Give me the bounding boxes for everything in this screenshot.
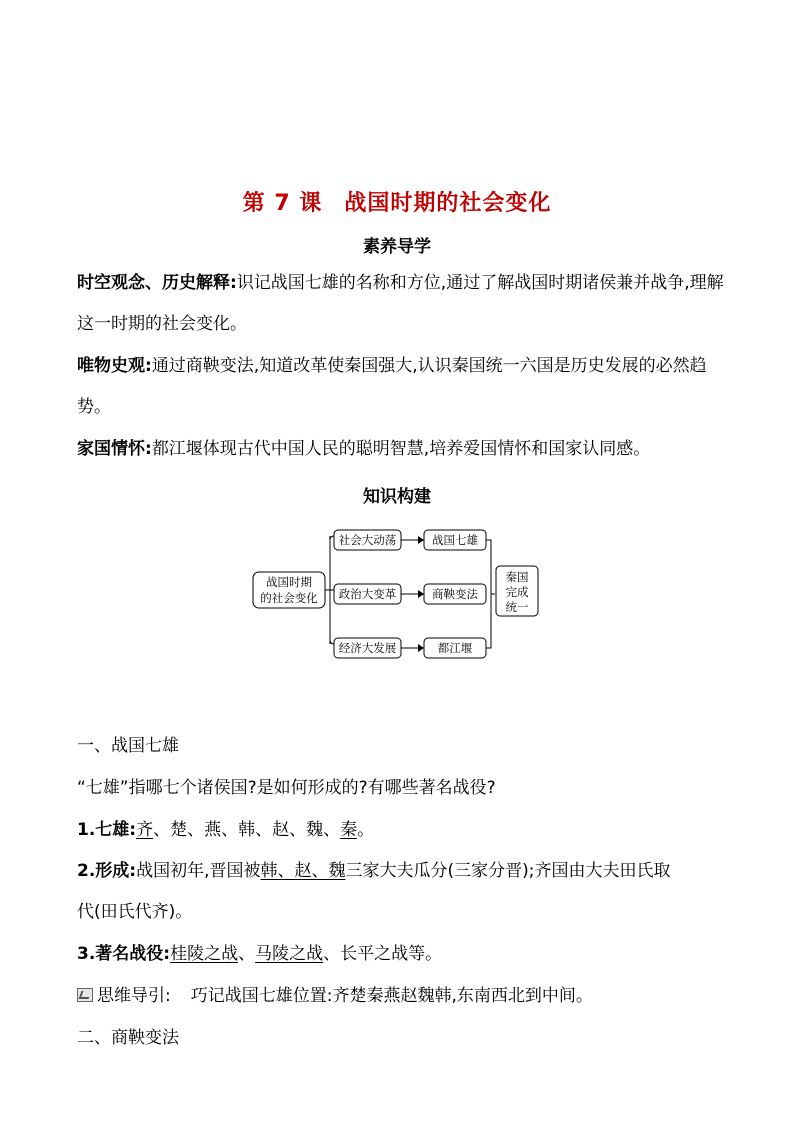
diagram-conclusion-text: 完成 [505, 585, 529, 599]
item-text: 三家大夫瓜分(三家分晋);齐国由大夫田氏取 [345, 861, 671, 881]
diagram-bracket [325, 536, 330, 644]
literacy-label: 时空观念、历史解释: [77, 273, 237, 293]
answer-blank: 马陵之战 [255, 944, 324, 964]
diagram-branch-text: 经济大发展 [338, 641, 397, 655]
section1-item-2 [77, 856, 671, 881]
item-text: 。 [357, 820, 375, 840]
diagram-root-text: 战国时期 [266, 575, 312, 589]
literacy-label: 家国情怀: [77, 439, 152, 459]
section1-question: “七雄”指哪七个诸侯国?是如何形成的?有哪些著名战役? [77, 778, 496, 798]
thinking-guide-icon [77, 988, 93, 1002]
section1-heading: 一、战国七雄 [77, 736, 179, 756]
thinking-tip [77, 981, 593, 1006]
literacy-item-1 [77, 263, 727, 345]
arrow-icon [418, 590, 424, 598]
section1-item-1 [77, 815, 374, 840]
section1-item-2-cont: 代(田氏代齐)。 [77, 902, 193, 922]
diagram-result-text: 战国七雄 [432, 533, 478, 547]
literacy-text: 通过商鞅变法,知道改革使秦国强大,认识秦国统一六国是历史发展的必然趋势。 [77, 356, 707, 417]
item-text: 、长平之战等。 [323, 944, 443, 964]
literacy-text: 都江堰体现古代中国人民的聪明智慧,培养爱国情怀和国家认同感。 [151, 439, 651, 459]
item-text: 战国初年,晋国被 [136, 861, 261, 881]
literacy-item-3 [77, 429, 727, 470]
item-text: 、 [238, 944, 256, 964]
item-label: 1.七雄: [77, 820, 137, 840]
arrow-icon [418, 644, 424, 652]
item-label: 3.著名战役: [77, 944, 171, 964]
tip-label: 思维导引: [97, 986, 171, 1006]
knowledge-heading: 知识构建 [363, 487, 431, 507]
answer-blank: 秦 [340, 820, 358, 840]
knowledge-diagram [248, 522, 543, 662]
literacy-label: 唯物史观: [77, 356, 152, 376]
diagram-branch-text: 社会大动荡 [338, 533, 397, 547]
lesson-name: 战国时期的社会变化 [344, 191, 552, 216]
section1-item-3 [77, 939, 442, 964]
answer-blank: 桂陵之战 [170, 944, 239, 964]
diagram-result-text: 都江堰 [437, 641, 473, 655]
section2-heading: 二、商鞅变法 [77, 1028, 179, 1048]
lesson-title [0, 186, 794, 217]
diagram-result-text: 商鞅变法 [432, 587, 478, 601]
literacy-text: 识记战国七雄的名称和方位,通过了解战国时期诸侯兼并战争,理解这一时期的社会变化。 [77, 273, 724, 334]
diagram-root-text: 的社会变化 [260, 591, 318, 605]
answer-blank: 韩、赵、魏 [260, 861, 346, 881]
item-text: 、楚、燕、韩、赵、魏、 [153, 820, 341, 840]
lesson-number: 第 7 课 [242, 191, 323, 216]
diagram-branch-text: 政治大变革 [338, 587, 397, 601]
literacy-item-2 [77, 346, 727, 428]
tip-text: 巧记战国七雄位置:齐楚秦燕赵魏韩,东南西北到中间。 [190, 986, 593, 1006]
literacy-heading: 素养导学 [363, 237, 431, 257]
arrow-icon [418, 536, 424, 544]
answer-blank: 齐 [136, 820, 154, 840]
item-label: 2.形成: [77, 861, 137, 881]
diagram-conclusion-text: 统一 [505, 600, 529, 614]
diagram-conclusion-text: 秦国 [505, 570, 529, 584]
